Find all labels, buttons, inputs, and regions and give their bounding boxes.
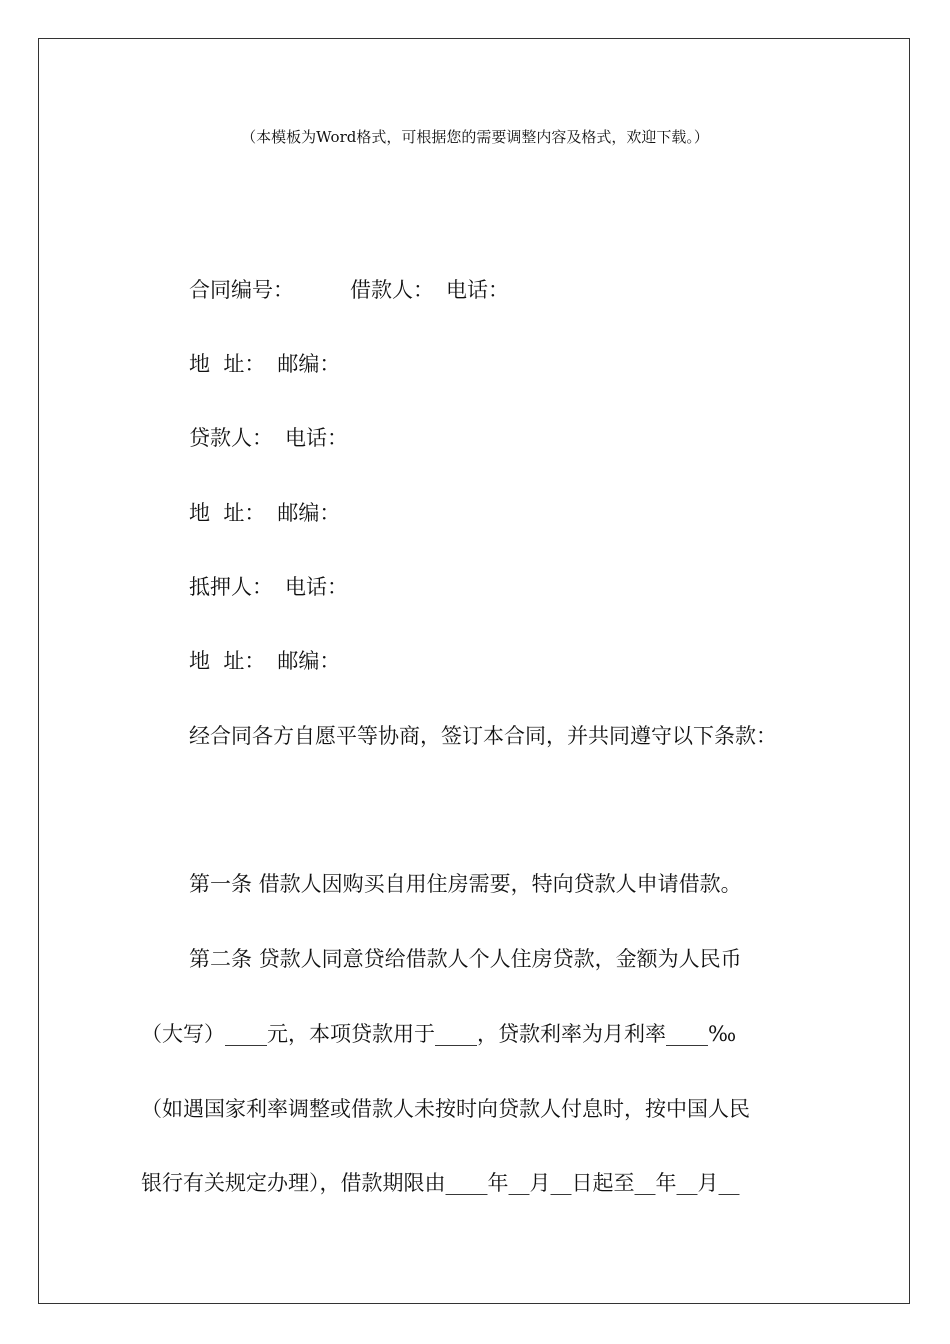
preamble: 经合同各方自愿平等协商，签订本合同，并共同遵守以下条款： [189, 724, 777, 748]
borrower-phone-label: 电话： [446, 278, 509, 302]
lender-address-label: 地 址： [189, 501, 266, 525]
article-2-line-4: 银行有关规定办理），借款期限由____年__月__日起至__年__月__ [141, 1171, 740, 1195]
mortgagor-address-label: 地 址： [189, 649, 266, 673]
lender-phone-label: 电话： [285, 426, 348, 450]
borrower-postcode-label: 邮编： [277, 352, 341, 376]
borrower-label: 借款人： [350, 278, 434, 302]
mortgagor-row [189, 573, 348, 601]
borrower-address-row [189, 350, 340, 378]
mortgagor-address-row [189, 647, 340, 675]
contract-number-row [189, 276, 509, 304]
template-note: （本模板为Word格式，可根据您的需要调整内容及格式，欢迎下载。） [241, 128, 709, 146]
article-2-line-2: （大写）____元，本项贷款用于____，贷款利率为月利率____‰ [141, 1022, 737, 1046]
lender-label: 贷款人： [189, 426, 273, 450]
lender-address-row [189, 499, 340, 527]
mortgagor-phone-label: 电话： [285, 575, 348, 599]
mortgagor-label: 抵押人： [189, 575, 273, 599]
article-1: 第一条 借款人因购买自用住房需要，特向贷款人申请借款。 [189, 872, 742, 896]
lender-row [189, 424, 348, 452]
article-2-line-1: 第二条 贷款人同意贷给借款人个人住房贷款，金额为人民币 [189, 947, 742, 971]
article-2-line-3: （如遇国家利率调整或借款人未按时向贷款人付息时，按中国人民 [141, 1097, 750, 1121]
contract-number-label: 合同编号： [189, 278, 294, 302]
borrower-address-label: 地 址： [189, 352, 266, 376]
mortgagor-postcode-label: 邮编： [277, 649, 341, 673]
lender-postcode-label: 邮编： [277, 501, 341, 525]
